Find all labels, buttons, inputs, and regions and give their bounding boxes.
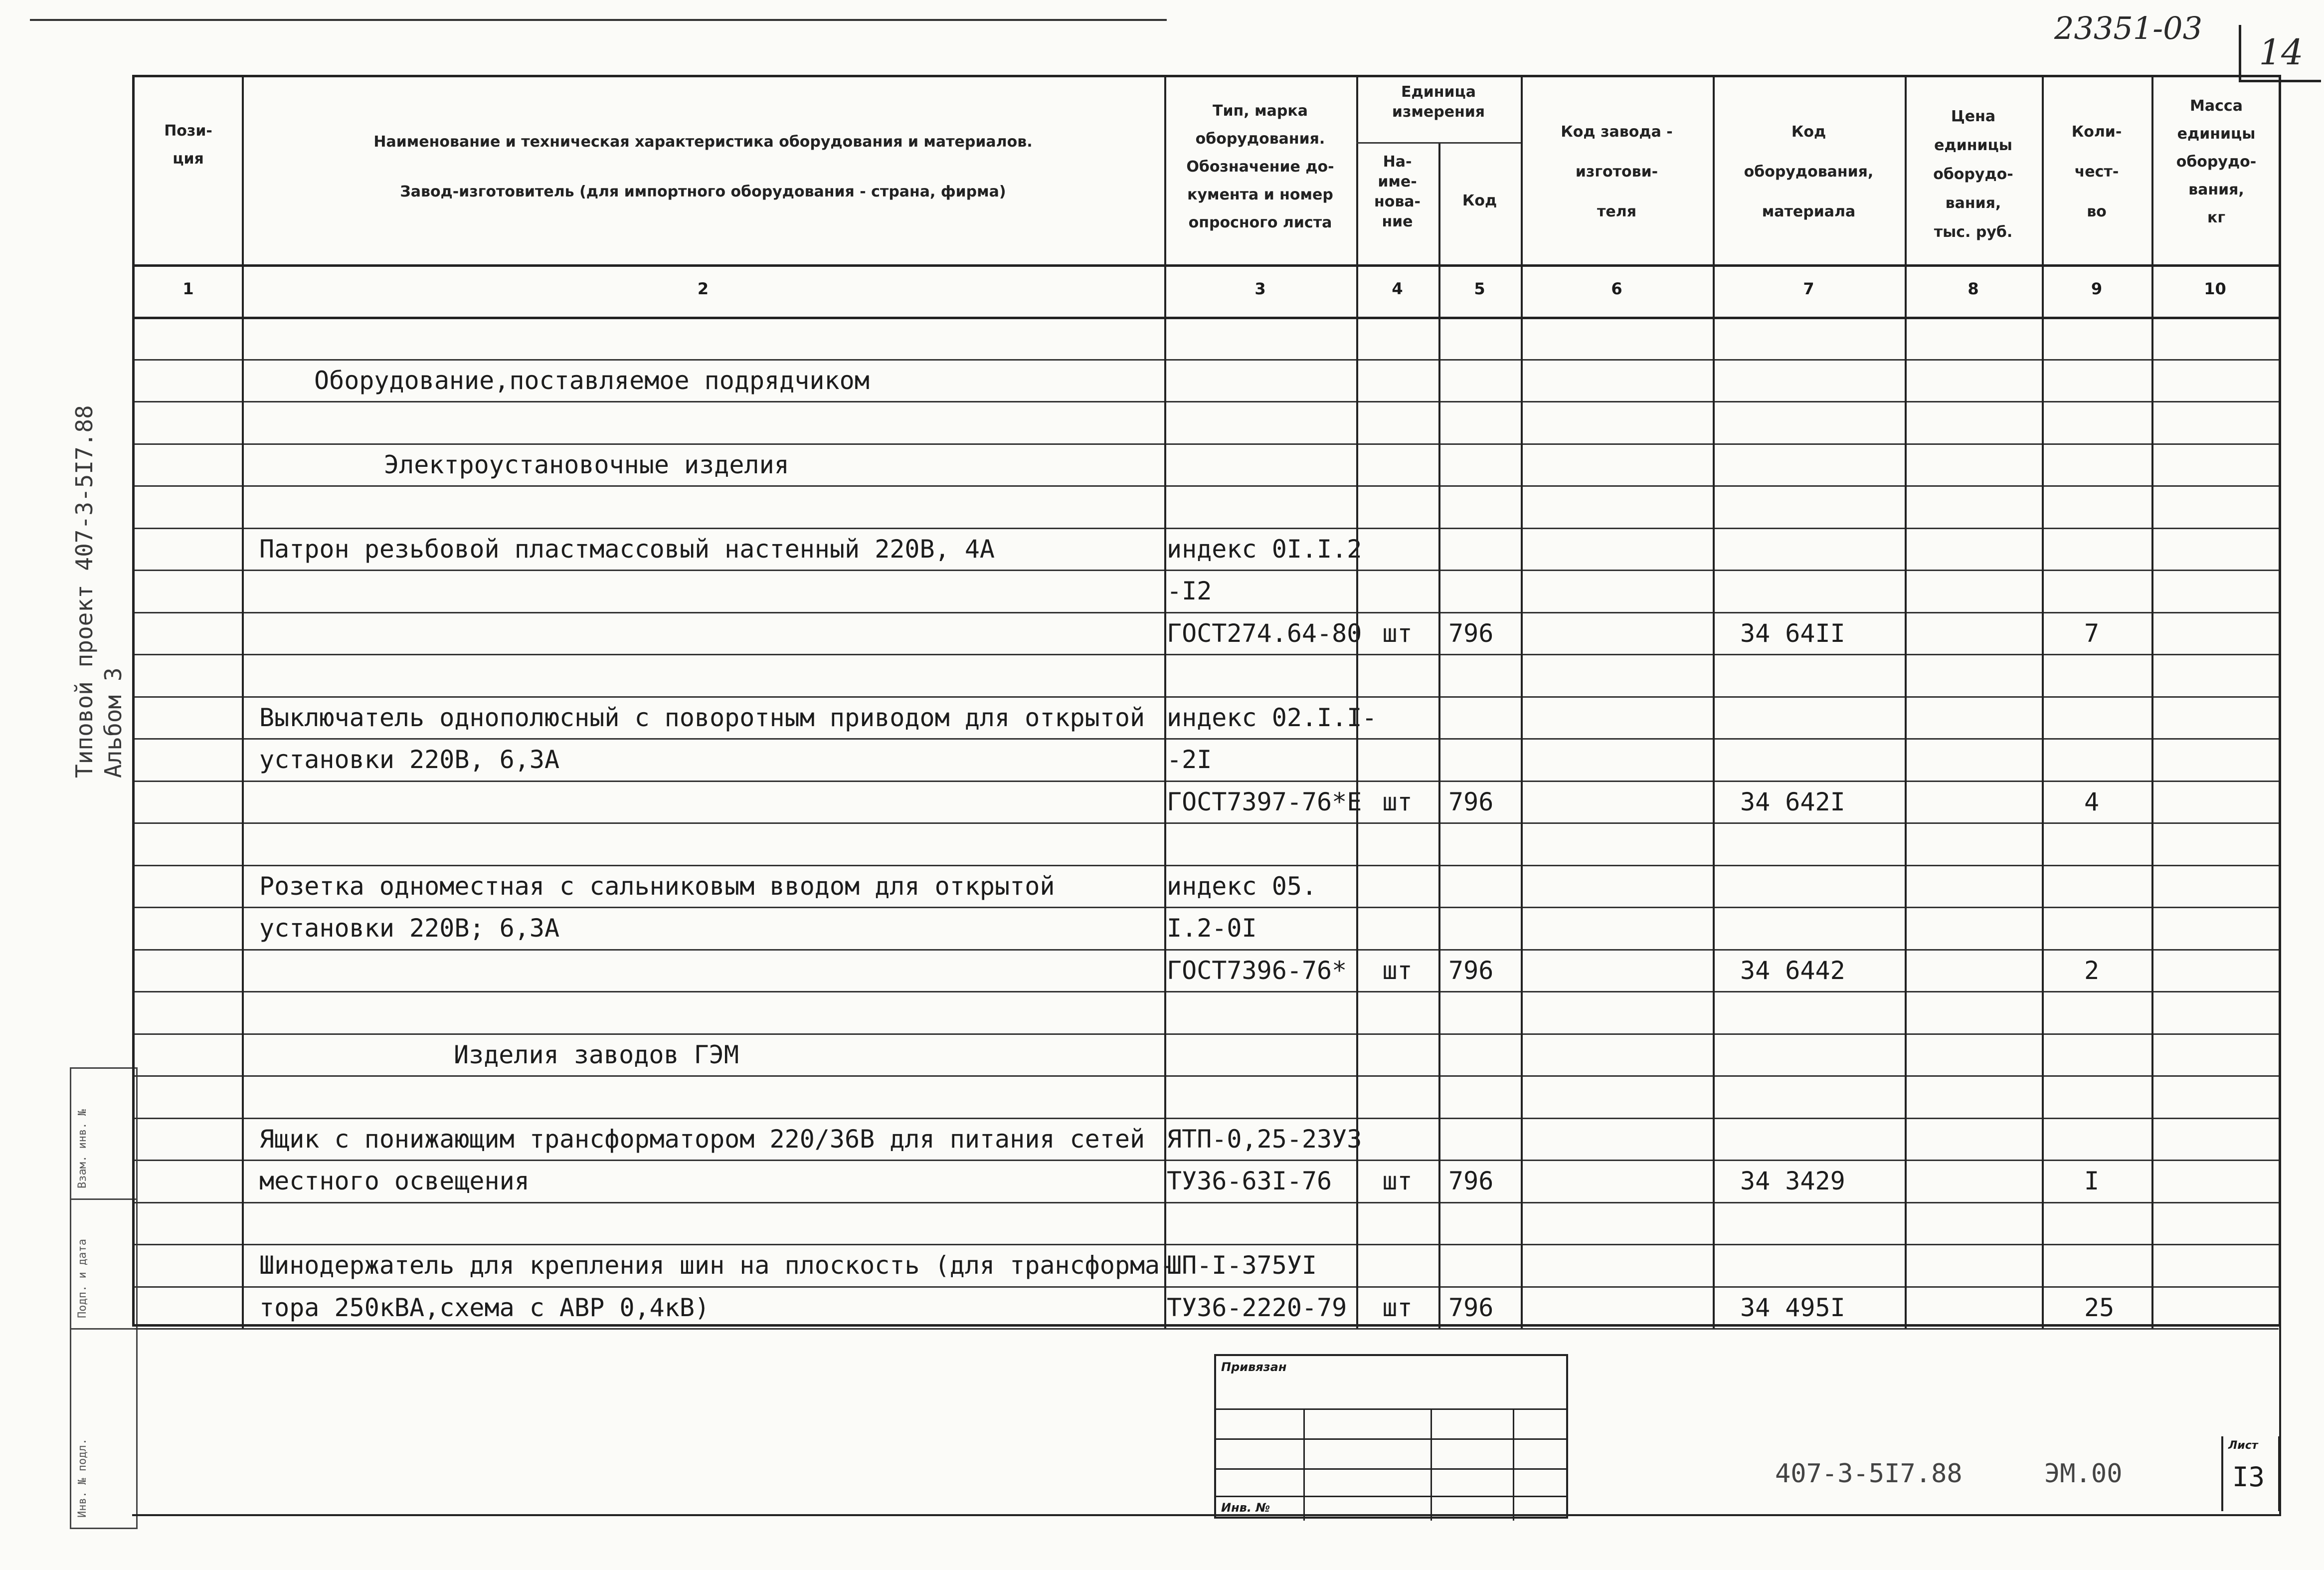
row-quantity: 25: [2084, 1293, 2115, 1322]
row-unit-code: 796: [1448, 956, 1494, 985]
row-name: Изделия заводов ГЭМ: [454, 1040, 739, 1069]
archive-number: 23351-03: [2054, 10, 2203, 46]
header-unit-group: Единица измерения: [1392, 83, 1485, 121]
header-col-3: Тип, марка оборудования. Обозначение до- кумента и номер опросного листа: [1186, 102, 1334, 231]
table-row: [135, 696, 2279, 698]
row-unit-code: 796: [1448, 1293, 1494, 1322]
row-type: индекс 0I.I.2: [1167, 534, 1362, 564]
header-col-5: Код: [1462, 192, 1497, 209]
stamp-inv-label: Инв. №: [1221, 1501, 1270, 1515]
table-row: [135, 991, 2279, 992]
table-row: [135, 781, 2279, 782]
footer-sheet-label: Лист: [2228, 1439, 2258, 1452]
header-col-2: Наименование и техническая характеристика оборудования и материалов. Завод-изготовитель (для импортного оборудования - страна, фирма): [373, 133, 1033, 200]
table-row: [135, 738, 2279, 740]
row-name: установки 220В; 6,3А: [259, 914, 560, 943]
row-unit: шт: [1382, 618, 1413, 648]
row-name: установки 220В, 6,3А: [259, 745, 560, 774]
header-col-1: Пози- ция: [164, 122, 212, 168]
column-number: 9: [2091, 279, 2103, 298]
column-divider: [1438, 142, 1440, 1328]
row-type: -2I: [1167, 745, 1212, 774]
row-name: Оборудование,поставляемое подрядчиком: [314, 366, 870, 395]
unit-group-divider: [1356, 142, 1521, 144]
header-col-6: Код завода - изготови- теля: [1561, 123, 1673, 220]
header-col-4: На- име- нова- ние: [1374, 153, 1421, 230]
row-type: ЯТП-0,25-23У3: [1167, 1124, 1362, 1154]
row-material-code: 34 642I: [1740, 787, 1845, 816]
row-name: Выключатель однополюсный с поворотным приводом для открытой: [259, 703, 1145, 732]
row-name: тора 250кВА,схема с АВР 0,4кВ): [259, 1293, 710, 1322]
row-type: индекс 05.: [1167, 871, 1317, 901]
sidebar-label-inv: Взам. инв. №: [76, 1109, 89, 1188]
table-row: [135, 865, 2279, 866]
header-col-8: Цена единицы оборудо- вания, тыс. руб.: [1933, 108, 2013, 241]
row-name: Шинодержатель для крепления шин на плоскость (для трансформа-: [259, 1251, 1175, 1280]
table-row: [135, 1160, 2279, 1161]
column-number: 5: [1474, 279, 1485, 298]
footer-sheet-value: I3: [2232, 1461, 2265, 1493]
table-row: [135, 654, 2279, 655]
column-number: 3: [1254, 279, 1266, 298]
column-number: 10: [2204, 279, 2226, 298]
row-material-code: 34 6442: [1740, 956, 1845, 985]
table-row: [135, 949, 2279, 951]
table-row: [135, 485, 2279, 487]
row-type: ШП-I-375УI: [1167, 1251, 1317, 1280]
footer-section: ЭМ.00: [2044, 1459, 2123, 1489]
top-rule: [30, 19, 1167, 21]
header-rule: [135, 317, 2279, 319]
footer-sheet-box: [2221, 1436, 2280, 1511]
side-title: [70, 405, 128, 778]
sheet-number: 14: [2239, 25, 2321, 82]
column-number: 4: [1392, 279, 1403, 298]
row-material-code: 34 3429: [1740, 1167, 1845, 1195]
row-type: ГОСТ7397-76*Е: [1167, 787, 1362, 816]
table-row: [135, 443, 2279, 445]
table-row: [135, 528, 2279, 529]
row-quantity: 7: [2084, 618, 2100, 648]
sidebar-label-orig: Инв. № подл.: [76, 1438, 89, 1518]
table-row: [135, 1033, 2279, 1035]
table-row: [135, 359, 2279, 361]
row-type: I.2-0I: [1167, 914, 1257, 943]
table-row: [135, 570, 2279, 571]
table-row: [135, 1286, 2279, 1288]
header-col-9: Коли- чест- во: [2071, 123, 2122, 220]
row-material-code: 34 495I: [1740, 1293, 1845, 1322]
header-rule: [135, 264, 2279, 267]
row-type: индекс 02.I.I-: [1167, 703, 1377, 732]
column-number: 2: [697, 279, 709, 298]
row-name: Ящик с понижающим трансформатором 220/36В для питания сетей: [259, 1124, 1145, 1154]
row-type: ТУ36-63I-76: [1167, 1167, 1332, 1195]
row-type: ГОСТ274.64-80: [1167, 618, 1362, 648]
footer-doc-code: 407-3-5I7.88: [1775, 1459, 1963, 1489]
row-quantity: I: [2084, 1167, 2100, 1195]
row-name: местного освещения: [259, 1167, 530, 1195]
row-unit: шт: [1382, 1167, 1413, 1195]
row-quantity: 4: [2084, 787, 2100, 816]
row-name: Электроустановочные изделия: [384, 450, 789, 479]
column-number: 6: [1611, 279, 1622, 298]
table-row: [135, 401, 2279, 402]
column-number: 8: [1967, 279, 1979, 298]
binding-stamp: [1214, 1354, 1568, 1519]
row-material-code: 34 64II: [1740, 618, 1845, 648]
approval-sidebar: [70, 1067, 138, 1529]
row-unit: шт: [1382, 1293, 1413, 1322]
table-row: [135, 1202, 2279, 1203]
row-unit: шт: [1382, 956, 1413, 985]
row-name: Патрон резьбовой пластмассовый настенный 220В, 4А: [259, 534, 995, 564]
side-title-album: Альбом 3: [100, 667, 127, 778]
row-unit-code: 796: [1448, 618, 1494, 648]
column-number: 7: [1803, 279, 1814, 298]
table-row: [135, 1118, 2279, 1119]
row-type: ТУ36-2220-79: [1167, 1293, 1347, 1322]
header-col-7: Код оборудования, материала: [1744, 123, 1874, 220]
header-col-10: Масса единицы оборудо- вания, кг: [2176, 97, 2257, 226]
row-name: Розетка одноместная с сальниковым вводом для открытой: [259, 871, 1055, 901]
row-quantity: 2: [2084, 956, 2100, 985]
table-row: [135, 1075, 2279, 1077]
table-row: [135, 612, 2279, 613]
spec-table: [132, 75, 2281, 1327]
stamp-bound-label: Привязан: [1221, 1360, 1287, 1374]
sidebar-label-sign: Подп. и дата: [76, 1239, 89, 1318]
row-type: -I2: [1167, 577, 1212, 605]
row-unit: шт: [1382, 787, 1413, 816]
column-number: 1: [182, 279, 194, 298]
row-unit-code: 796: [1448, 1167, 1494, 1195]
table-row: [135, 822, 2279, 824]
row-type: ГОСТ7396-76*: [1167, 956, 1347, 985]
table-row: [135, 907, 2279, 908]
side-title-project: Типовой проект 407-3-5I7.88: [71, 405, 98, 778]
table-row: [135, 1244, 2279, 1245]
row-unit-code: 796: [1448, 787, 1494, 816]
